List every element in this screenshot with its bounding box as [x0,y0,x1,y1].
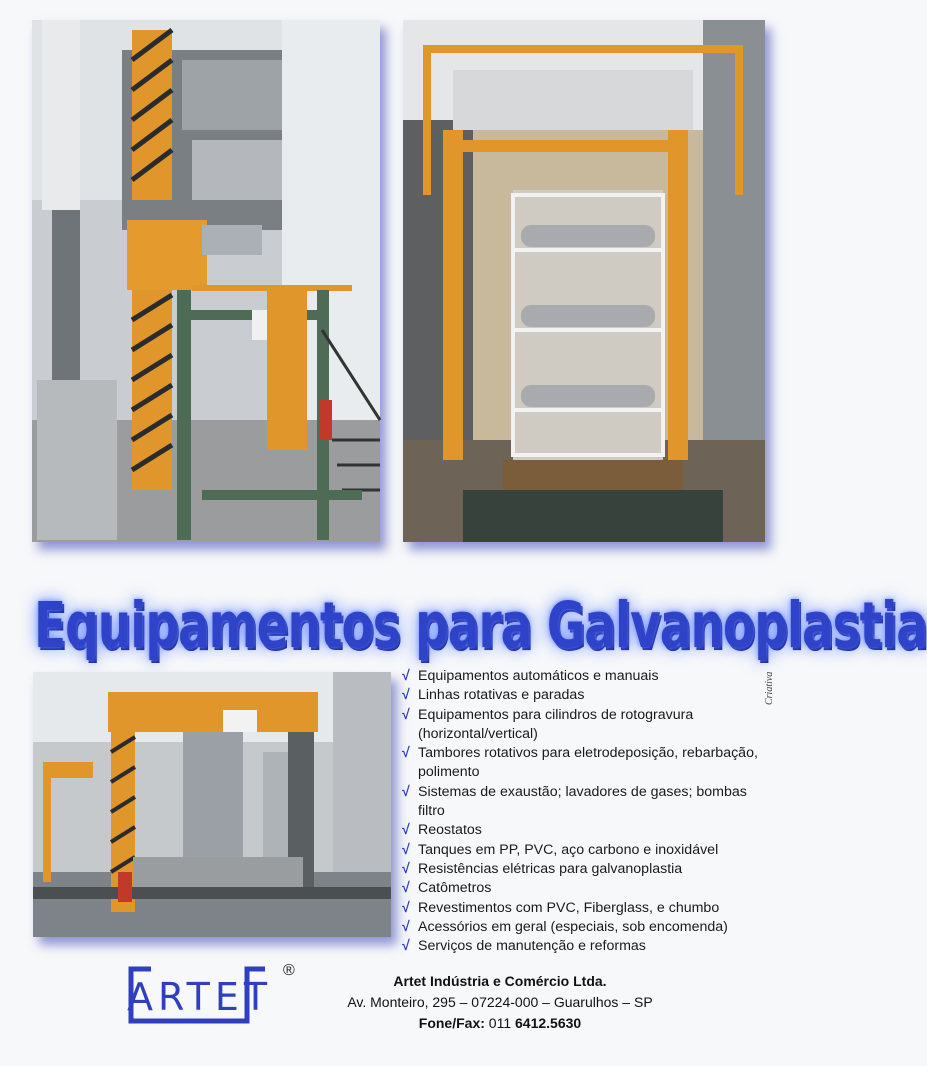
feature-item: √ Acessórios em geral (especiais, sob encomenda) [400,918,770,937]
checkmark-icon: √ [402,860,410,877]
company-address: Av. Monteiro, 295 – 07224-000 – Guarulhos – SP [347,994,653,1010]
logo-wordmark: ARTET [127,975,273,1019]
checkmark-icon: √ [402,880,410,897]
phone-number: 6412.5630 [515,1015,582,1031]
company-phone [310,1012,690,1034]
headline: Equipamentos para Galvanoplastia [34,589,927,664]
feature-item: √ Sistemas de exaustão; lavadores de gases; bombas filtro [402,783,747,820]
checkmark-icon: √ [402,938,410,955]
phone-label: Fone/Fax: [418,1015,485,1031]
photo-plating-machine [32,20,380,542]
phone-prefix: 011 [488,1015,512,1031]
company-name: Artet Indústria e Comércio Ltda. [393,973,607,989]
feature-list [400,667,770,956]
checkmark-icon: √ [402,918,410,935]
checkmark-icon: √ [402,841,410,858]
registered-mark: ® [283,962,295,979]
feature-item: √ Reostatos [400,821,770,840]
checkmark-icon: √ [402,668,410,684]
checkmark-icon: √ [402,822,410,839]
feature-item: √ Resistências elétricas para galvanoplastia [400,860,770,879]
feature-item: √ Tambores rotativos para eletrodeposição, rebarbação, polimento [402,745,758,781]
feature-item: √ Catômetros [400,879,770,898]
photo-plating-line [33,672,391,937]
checkmark-icon: √ [402,706,410,723]
checkmark-icon: √ [402,745,410,762]
feature-item: √ Linhas rotativas e paradas [400,686,770,705]
photo-lifting-frame [403,20,765,542]
feature-item: √ Equipamentos automáticos e manuais [400,667,770,686]
feature-item: √ Revestimentos com PVC, Fiberglass, e chumbo [400,899,770,918]
company-info [310,970,690,1034]
agency-credit: Criativa [764,671,775,705]
checkmark-icon: √ [402,687,410,704]
feature-item: √ Serviços de manutenção e reformas [400,937,770,956]
artet-logo [127,963,275,1029]
feature-item: √ Equipamentos para cilindros de rotogravura (horizontal/vertical) [402,706,694,742]
feature-item: √ Tanques em PP, PVC, aço carbono e inoxidável [400,841,770,860]
checkmark-icon: √ [402,783,410,800]
checkmark-icon: √ [402,899,410,916]
